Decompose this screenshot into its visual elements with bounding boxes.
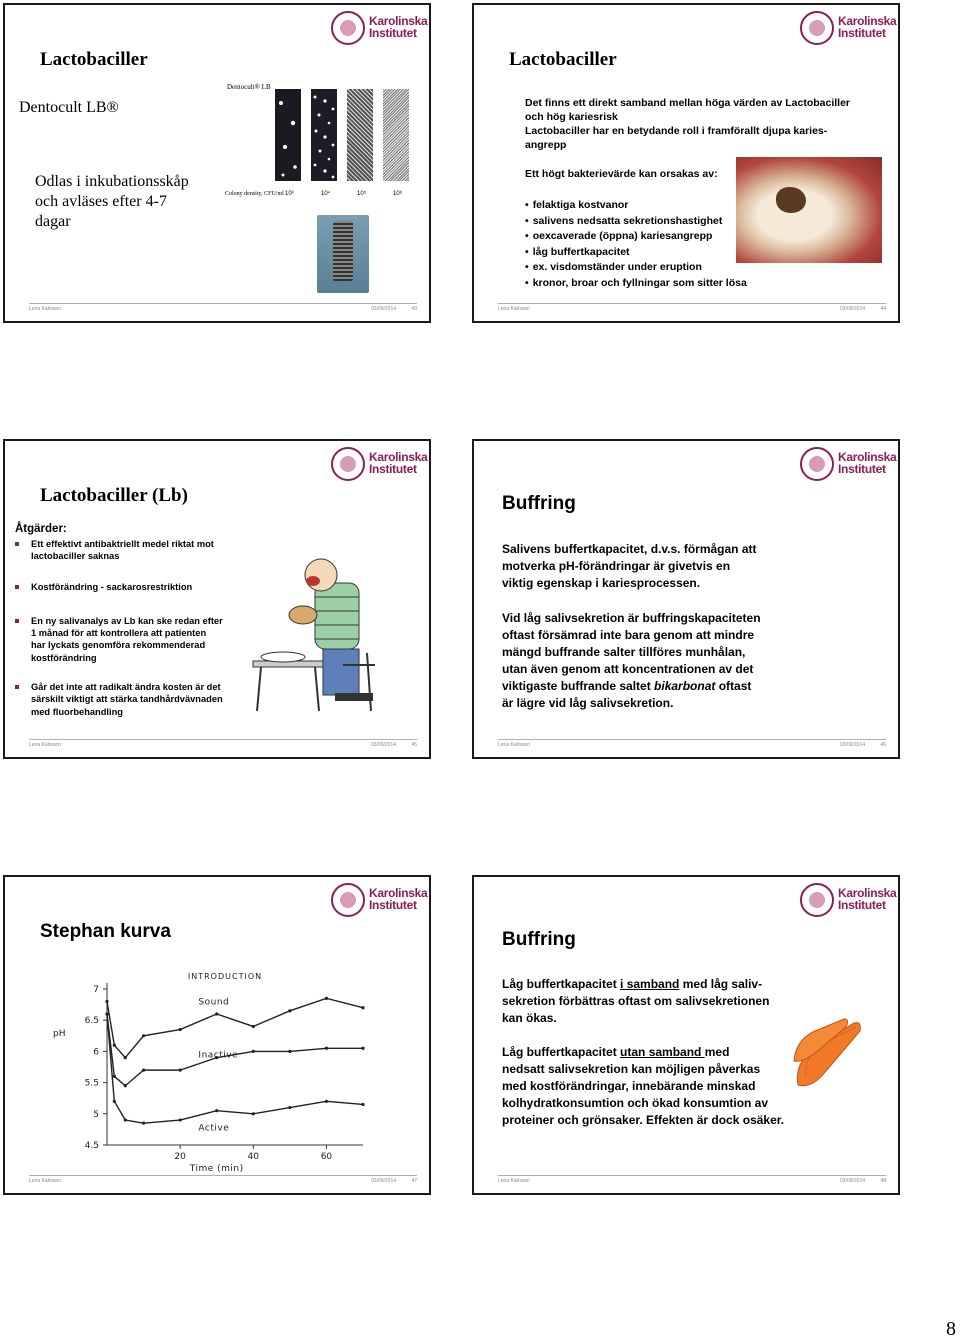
logo-line1: Karolinska	[838, 450, 897, 464]
seal-icon	[800, 447, 834, 481]
data-point-inactive	[142, 1069, 145, 1072]
logo-line2: Institutet	[838, 26, 886, 40]
intro-line: angrepp	[525, 139, 567, 151]
cartoon-eating-man-illustration	[243, 553, 383, 713]
underline-utan-samband: utan samband	[620, 1045, 705, 1059]
logo-line1: Karolinska	[369, 886, 428, 900]
data-point-sound	[124, 1056, 127, 1059]
slide-footer	[29, 739, 417, 749]
data-point-active	[252, 1112, 255, 1115]
logo-line2: Institutet	[838, 462, 886, 476]
list-item: • salivens nedsatta sekretionshastighet	[525, 214, 747, 230]
karolinska-logo	[331, 11, 428, 47]
y-tick-label: 4.5	[84, 1141, 99, 1151]
intro-line: Det finns ett direkt samband mellan höga värden av Lactobaciller	[525, 97, 851, 109]
slide-title: Lactobaciller	[509, 49, 617, 70]
intro-text	[525, 96, 885, 152]
karolinska-logo	[331, 447, 428, 483]
paragraph-2: Låg buffertkapacitet utan samband med nedsatt salivsekretion kan möjligen påverkas med kostförändringar, innebärande minskad kolhydratkonsumtion och ökad konsumtion av proteiner och grönsaker. Effekten är dock osäker.	[502, 1045, 785, 1127]
x-tick-label: 40	[247, 1152, 260, 1162]
data-point-active	[288, 1106, 291, 1109]
data-point-active	[142, 1122, 145, 1125]
slide-46	[472, 439, 900, 759]
footer-date: 03/09/2014	[840, 306, 866, 312]
slide-footer	[29, 1175, 417, 1185]
paragraph-1: Låg buffertkapacitet i samband med låg saliv- sekretion förbättras oftast om salivsekretionen kan ökas.	[502, 977, 770, 1025]
slide-title: Buffring	[502, 929, 576, 950]
footer-author: Lena Karlsson	[29, 306, 61, 312]
image-tick: 10⁶	[393, 191, 403, 197]
x-tick-label: 20	[174, 1152, 186, 1162]
data-point-sound	[361, 1006, 364, 1009]
series-label-sound: Sound	[198, 997, 230, 1008]
footer-slide-number: 47	[411, 1178, 417, 1184]
list-item: Kostförändring - sackarosrestriktion	[15, 581, 245, 593]
slide-footer	[29, 303, 417, 313]
data-point-active	[105, 1012, 108, 1015]
y-tick-label: 6.5	[84, 1016, 99, 1027]
data-point-active	[113, 1100, 116, 1103]
actions-list	[15, 538, 245, 718]
slide-title: Buffring	[502, 493, 576, 514]
strip-4	[383, 89, 409, 181]
data-point-sound	[252, 1025, 255, 1028]
slide-footer	[498, 1175, 886, 1185]
carrots-illustration	[790, 1015, 864, 1091]
intro-line: och hög kariesrisk	[525, 111, 618, 123]
stephan-curve-chart	[45, 967, 375, 1177]
footer-author: Lena Karlsson	[498, 1178, 530, 1184]
footer-author: Lena Karlsson	[29, 1178, 61, 1184]
karolinska-logo	[331, 883, 428, 919]
seal-icon	[331, 447, 365, 481]
data-point-active	[325, 1100, 328, 1103]
slide-48	[472, 875, 900, 1195]
cause-heading: Ett högt bakterievärde kan orsakas av:	[525, 168, 718, 180]
dentocult-tube-image	[317, 215, 369, 293]
karolinska-logo	[800, 447, 897, 483]
data-point-sound	[142, 1034, 145, 1037]
paragraph-2: Vid låg salivsekretion är buffringskapaciteten oftast försämrad inte bara genom att mindre mängd buffrande salter tillföres munhålan, utan även genom att koncentrationen av det viktigaste buffrande saltet bikarbonat oftast är lägre vid låg salivsekretion.	[502, 611, 761, 710]
tooth-caries-photo	[736, 157, 882, 263]
page-number: 8	[946, 1318, 956, 1340]
body-line: Odlas i inkubationsskåp	[35, 173, 189, 190]
y-tick-label: 5	[93, 1109, 99, 1120]
list-item: En ny salivanalys av Lb kan ske redan efter 1 månad för att kontrollera att patienten har lyckats genomföra rekommenderad kostförändring	[15, 615, 245, 664]
series-label-active: Active	[198, 1123, 230, 1134]
footer-date: 03/09/2014	[840, 742, 866, 748]
actions-heading: Åtgärder:	[15, 523, 67, 535]
karolinska-logo	[800, 11, 897, 47]
data-point-inactive	[124, 1084, 127, 1087]
series-line-active	[107, 1014, 363, 1123]
list-item: • kronor, broar och fyllningar som sitter lösa	[525, 276, 747, 292]
data-point-inactive	[252, 1050, 255, 1053]
slide-footer	[498, 739, 886, 749]
slide-45	[3, 439, 431, 759]
list-item: Går det inte att radikalt ändra kosten är det särskilt viktigt att stärka tandhårdvävnaden med fluorbehandling	[15, 681, 245, 718]
data-point-active	[215, 1109, 218, 1112]
data-point-sound	[215, 1012, 218, 1015]
footer-date: 03/09/2014	[371, 306, 397, 312]
cause-list	[525, 198, 747, 291]
strip-2	[311, 89, 337, 181]
image-tick: 10⁵	[357, 191, 367, 197]
slide-43	[3, 3, 431, 323]
logo-line2: Institutet	[369, 898, 417, 912]
x-axis-label: Time (min)	[189, 1164, 244, 1174]
list-item: • låg buffertkapacitet	[525, 245, 747, 261]
y-tick-label: 7	[93, 985, 99, 995]
seal-icon	[331, 11, 365, 45]
list-item: • oexcaverade (öppna) kariesangrepp	[525, 229, 747, 245]
data-point-active	[361, 1103, 364, 1106]
list-item: • ex. visdomständer under eruption	[525, 260, 747, 276]
x-tick-label: 60	[320, 1152, 333, 1162]
footer-date: 03/09/2014	[840, 1178, 866, 1184]
footer-date: 03/09/2014	[371, 1178, 397, 1184]
footer-slide-number: 45	[411, 742, 417, 748]
y-tick-label: 5.5	[84, 1078, 99, 1089]
logo-line1: Karolinska	[369, 14, 428, 28]
logo-line1: Karolinska	[838, 14, 897, 28]
data-point-sound	[179, 1028, 182, 1031]
logo-line2: Institutet	[369, 26, 417, 40]
logo-line2: Institutet	[369, 462, 417, 476]
footer-author: Lena Karlsson	[498, 742, 530, 748]
image-tick: 10³	[285, 191, 294, 197]
body-line: dagar	[35, 213, 71, 230]
paragraph-1: Salivens buffertkapacitet, d.v.s. förmågan att motverka pH-förändringar är givetvis en viktig egenskap i kariesprocessen.	[502, 542, 757, 590]
footer-slide-number: 44	[880, 306, 886, 312]
slide-footer	[498, 303, 886, 313]
footer-slide-number: 48	[880, 1178, 886, 1184]
data-point-inactive	[288, 1050, 291, 1053]
seal-icon	[800, 11, 834, 45]
list-item: Ett effektivt antibaktriellt medel riktat mot lactobaciller saknas	[15, 538, 245, 563]
data-point-inactive	[361, 1047, 364, 1050]
slide-title: Stephan kurva	[40, 921, 171, 942]
logo-line1: Karolinska	[369, 450, 428, 464]
body-line: och avläses efter 4-7	[35, 193, 167, 210]
underline-i-samband: i samband	[620, 977, 680, 991]
chart-title: INTRODUCTION	[187, 972, 263, 981]
footer-slide-number: 43	[411, 306, 417, 312]
footer-author: Lena Karlsson	[29, 742, 61, 748]
strip-1	[275, 89, 301, 181]
seal-icon	[800, 883, 834, 917]
karolinska-logo	[800, 883, 897, 919]
data-point-sound	[288, 1009, 291, 1012]
strip-3	[347, 89, 373, 181]
series-label-inactive: Inactive	[198, 1050, 239, 1061]
data-point-sound	[325, 997, 328, 1000]
slide-title: Lactobaciller	[40, 49, 148, 70]
data-point-active	[179, 1118, 182, 1121]
footer-date: 03/09/2014	[371, 742, 397, 748]
footer-slide-number: 46	[880, 742, 886, 748]
image-tick: 10⁴	[321, 191, 331, 197]
slide-47	[3, 875, 431, 1195]
slide-body	[35, 172, 189, 232]
list-item: • felaktiga kostvanor	[525, 198, 747, 214]
logo-line2: Institutet	[838, 898, 886, 912]
seal-icon	[331, 883, 365, 917]
slide-title: Lactobaciller (Lb)	[40, 485, 188, 506]
image-axis-label: Colony density, CFU/ml	[225, 191, 284, 197]
data-point-active	[124, 1118, 127, 1121]
y-axis-label: pH	[53, 1028, 66, 1039]
footer-author: Lena Karlsson	[498, 306, 530, 312]
data-point-inactive	[325, 1047, 328, 1050]
emphasis-bikarbonat: bikarbonat	[654, 679, 716, 693]
data-point-inactive	[179, 1069, 182, 1072]
image-label: Dentocult® LB	[227, 83, 271, 91]
slide-44	[472, 3, 900, 323]
dentocult-chart-image	[223, 83, 419, 203]
intro-line: Lactobaciller har en betydande roll i framförallt djupa karies-	[525, 125, 828, 137]
y-tick-label: 6	[93, 1047, 99, 1058]
slide-subtitle: Dentocult LB®	[19, 99, 119, 116]
data-point-sound	[113, 1044, 116, 1047]
data-point-inactive	[113, 1075, 116, 1078]
data-point-sound	[105, 1000, 108, 1003]
logo-line1: Karolinska	[838, 886, 897, 900]
